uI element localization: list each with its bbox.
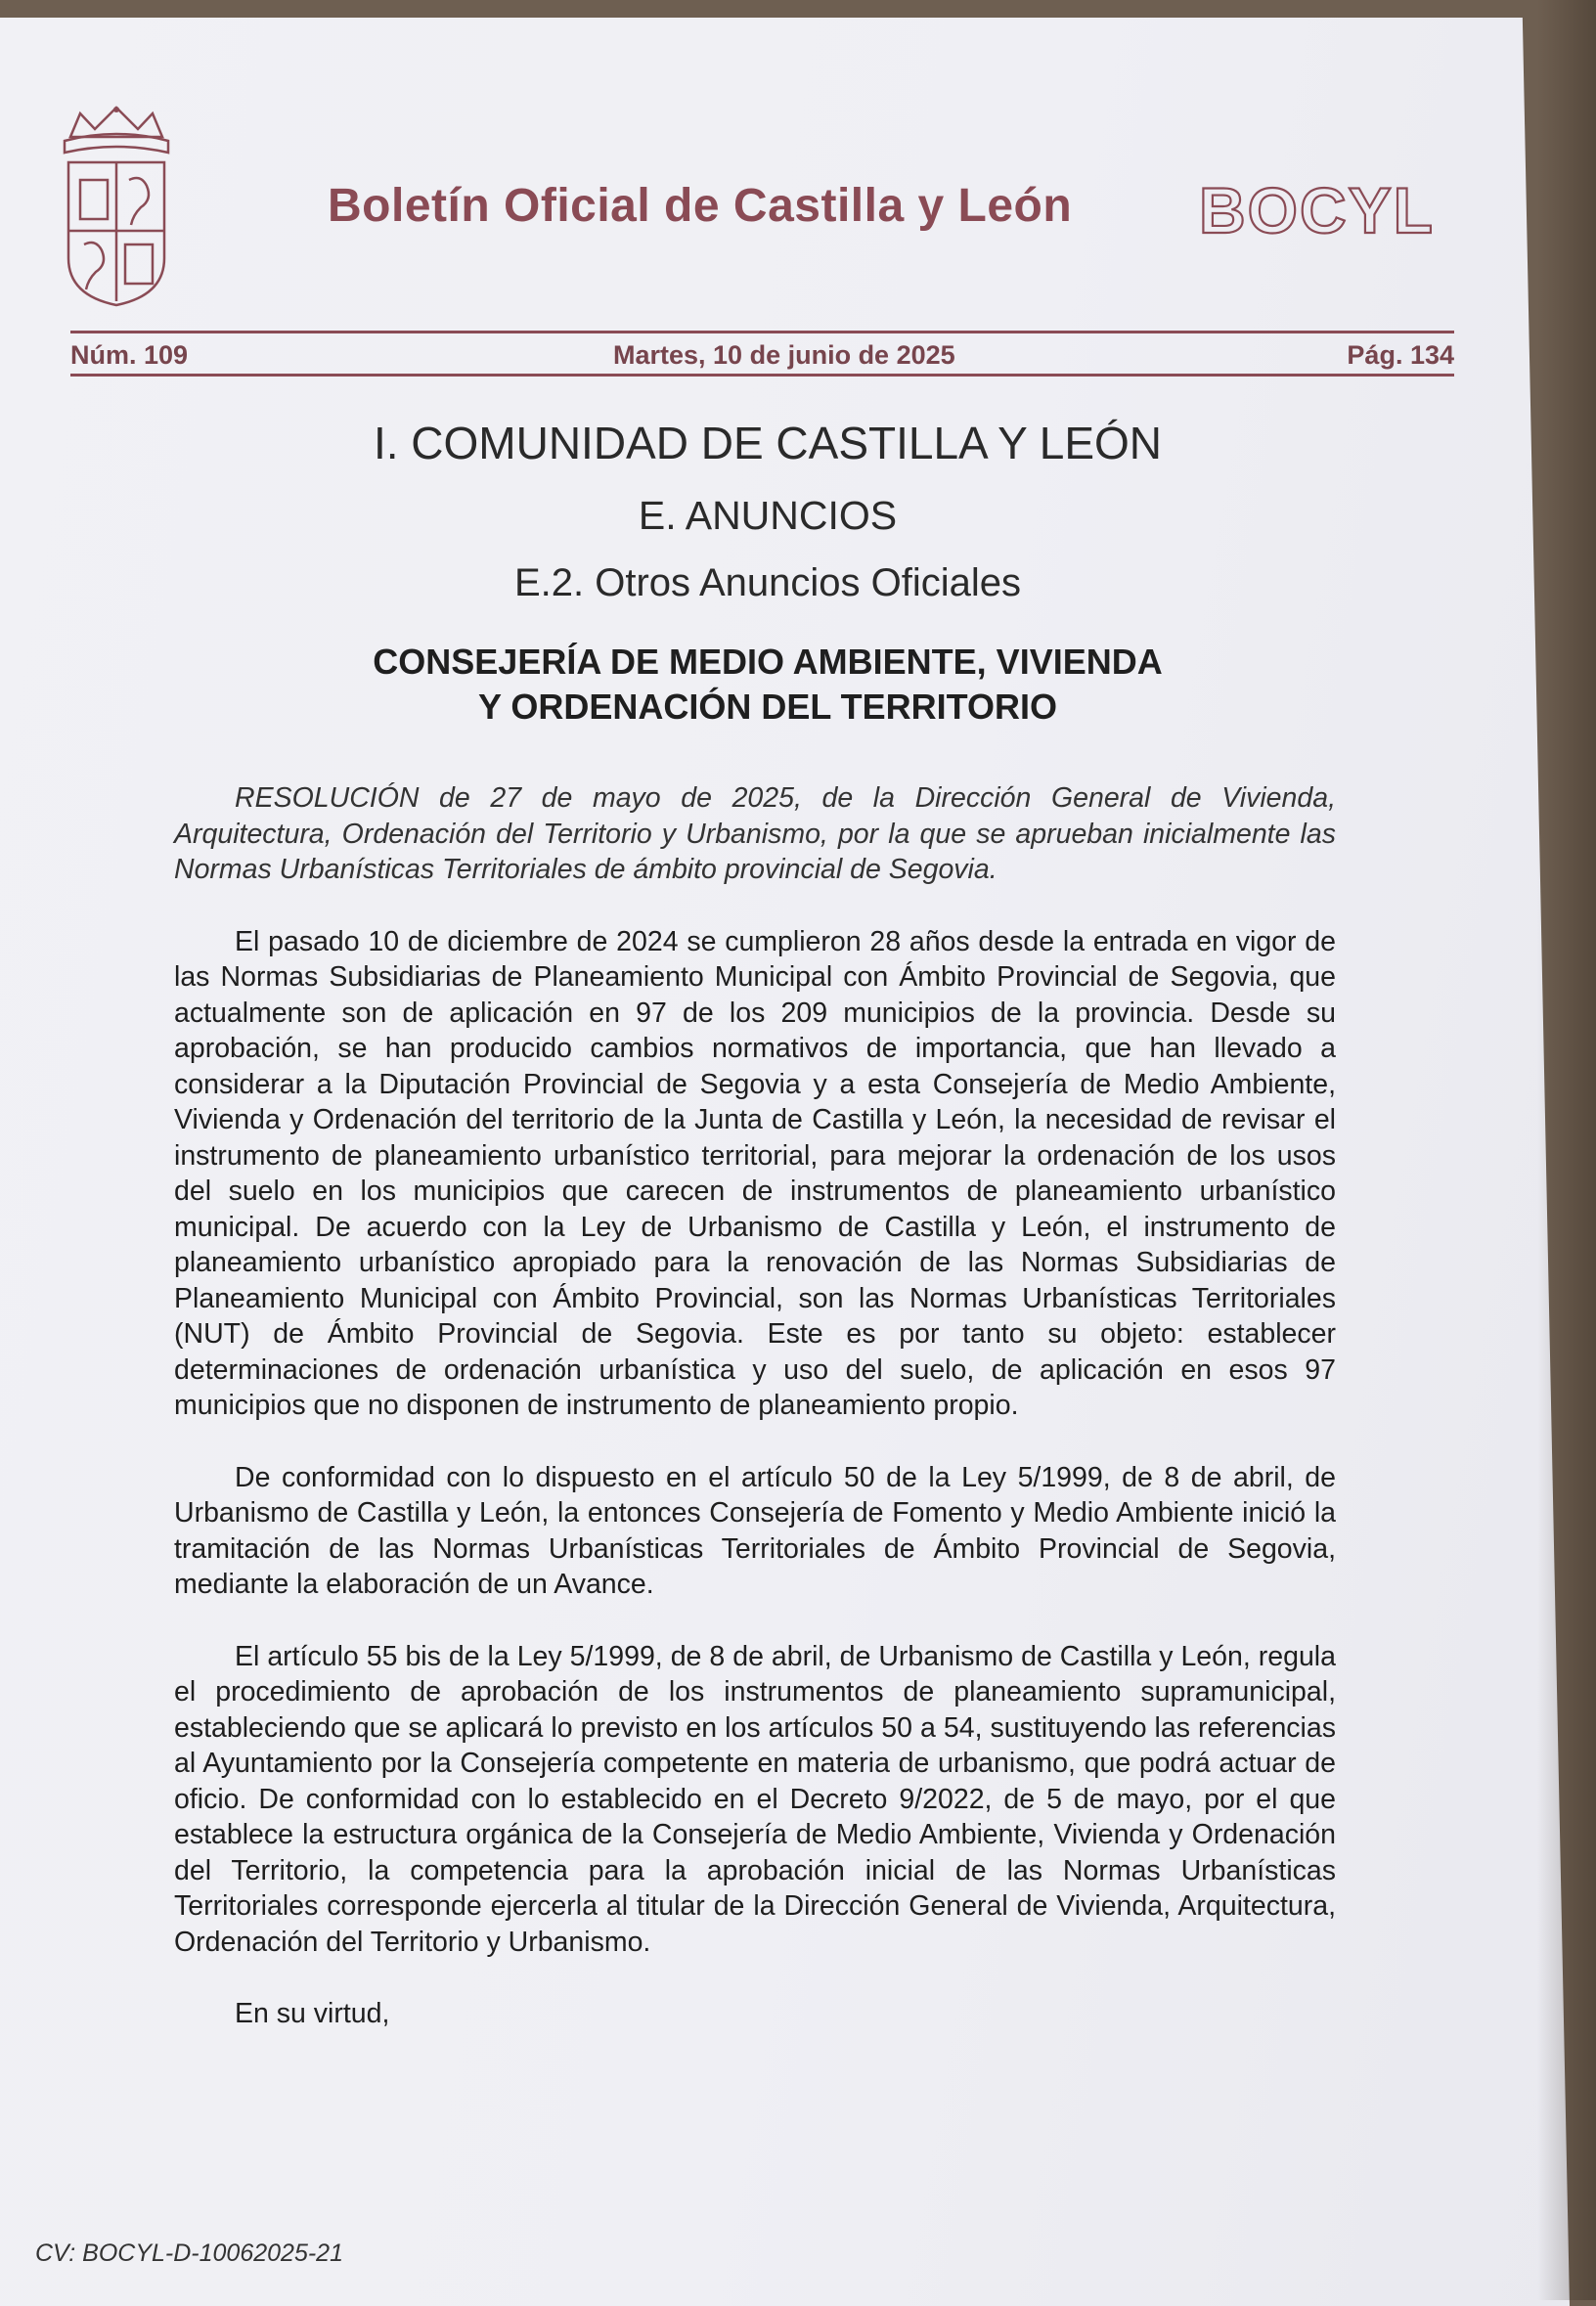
- department-heading-line2: Y ORDENACIÓN DEL TERRITORIO: [477, 687, 1058, 727]
- paragraph-1: El pasado 10 de diciembre de 2024 se cumplieron 28 años desde la entrada en vigor de las Normas Subsidiarias de Planeamiento Municipal con Ámbito Provincial de Segovia, que actualmente son de aplicación en 97 de los 209 municipios de la provincia. Desde su aprobación, se han producido cambios normativos de importancia, que han llevado a considerar a la Diputación Provincial de Segovia y a esta Consejería de Medio Ambiente, Vivienda y Ordenación del territorio de la Junta de Castilla y León, la necesidad de revisar el instrumento de planeamiento urbanístico territorial, para mejorar la ordenación de los usos del suelo en los municipios que carecen de instrumentos de planeamiento urbanístico municipal. De acuerdo con la Ley de Urbanismo de Castilla y León, el instrumento de planeamiento urbanístico apropiado para la renovación de las Normas Subsidiarias de Planeamiento Municipal con Ámbito Provincial, son las Normas Urbanísticas Territoriales (NUT) de Ámbito Provincial de Segovia. Este es por tanto su objeto: establecer determinaciones de ordenación urbanística y uso del suelo, de aplicación en esos 97 municipios que no disponen de instrumento de planeamiento propio.: [174, 925, 1336, 1421]
- department-heading-line1: CONSEJERÍA DE MEDIO AMBIENTE, VIVIENDA: [373, 642, 1163, 682]
- document-body: [174, 780, 1336, 2068]
- issue-date: Martes, 10 de junio de 2025: [613, 340, 955, 370]
- header-rule-top: [70, 331, 1454, 333]
- closing-phrase: En su virtud,: [235, 1998, 390, 2029]
- coat-of-arms-icon: [51, 102, 182, 309]
- paragraph-3: El artículo 55 bis de la Ley 5/1999, de 8 de abril, de Urbanismo de Castilla y León, regula el procedimiento de aprobación de los instrumentos de planeamiento supramunicipal, estableciendo que se aplicará lo previsto en los artículos 50 a 54, sustituyendo las referencias al Ayuntamiento por la Consejería competente en materia de urbanismo, que podrá actuar de oficio. De conformidad con lo establecido en el Decreto 9/2022, de 5 de mayo, por el que establece la estructura orgánica de la Consejería de Medio Ambiente, Vivienda y Ordenación del Territorio, la competencia para la aprobación inicial de las Normas Urbanísticas Territoriales corresponde ejercerla al titular de la Dirección General de Vivienda, Arquitectura, Ordenación del Territorio y Urbanismo.: [174, 1640, 1336, 1958]
- cv-verification-code: CV: BOCYL-D-10062025-21: [35, 2239, 343, 2267]
- bocyl-logo: [1199, 176, 1465, 244]
- paragraph-2: De conformidad con lo dispuesto en el artículo 50 de la Ley 5/1999, de 8 de abril, de Urbanismo de Castilla y León, la entonces Consejería de Fomento y Medio Ambiente inició la tramitación de las Normas Urbanísticas Territoriales de Ámbito Provincial de Segovia, mediante la elaboración de un Avance.: [174, 1461, 1336, 1600]
- section-heading-level1: I. COMUNIDAD DE CASTILLA Y LEÓN: [373, 418, 1163, 468]
- department-heading: [0, 640, 1535, 730]
- header-rule-bottom: [70, 374, 1454, 377]
- section-heading-level3: E.2. Otros Anuncios Oficiales: [513, 561, 1021, 604]
- bulletin-title: Boletín Oficial de Castilla y León: [328, 180, 1073, 232]
- resolution-summary: RESOLUCIÓN de 27 de mayo de 2025, de la Dirección General de Vivienda, Arquitectura, Ordenación del Territorio y Urbanismo, por la que se aprueban inicialmente las Normas Urbanísticas Territoriales de ámbito provincial de Segovia.: [174, 782, 1336, 885]
- issue-number: Núm. 109: [70, 340, 189, 370]
- svg-text:BOCYL: BOCYL: [1199, 176, 1435, 244]
- section-heading-level2: E. ANUNCIOS: [638, 493, 898, 538]
- page-number: Pág. 134: [1347, 340, 1454, 370]
